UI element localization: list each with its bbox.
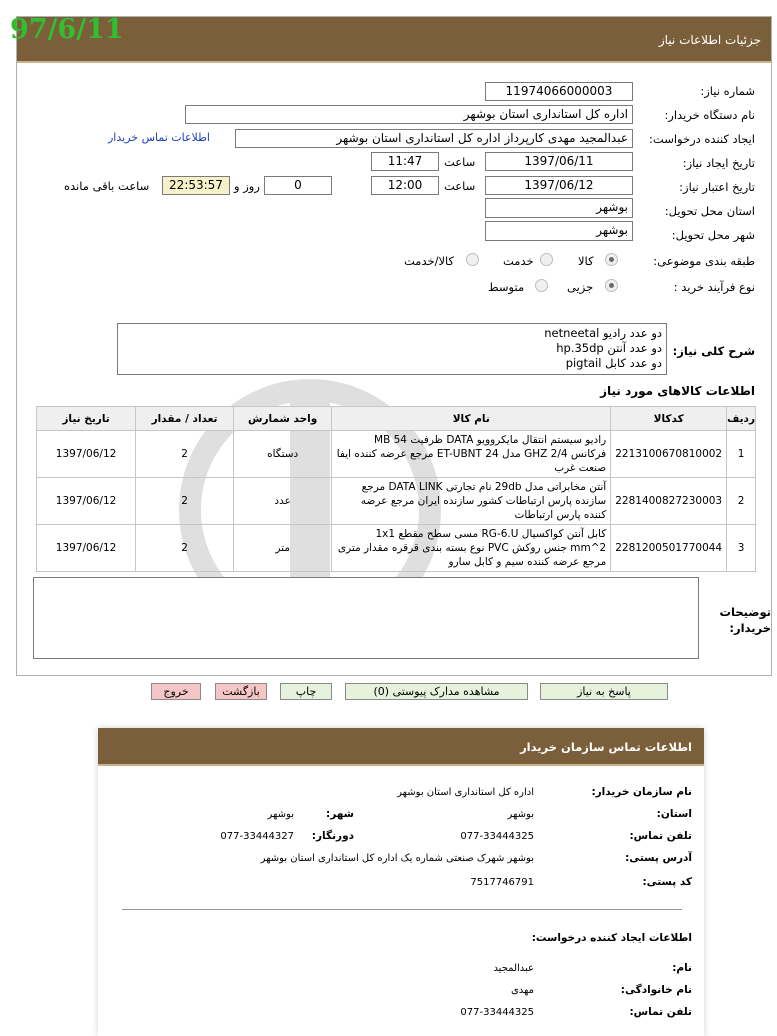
table-row	[37, 478, 756, 525]
buyer-notes-label: توضیحات خریدار:	[719, 605, 771, 635]
creator-name-label: نام:	[672, 962, 692, 974]
category-service-label: خدمت	[503, 254, 534, 268]
creator-section-title: اطلاعات ایجاد کننده درخواست:	[531, 932, 692, 944]
phone-label: تلفن تماس:	[629, 830, 692, 842]
process-medium-label: متوسط	[488, 280, 525, 294]
need-number-label: شماره نیاز:	[700, 84, 755, 98]
province-contact-label: استان:	[656, 808, 692, 820]
col-header: کدکالا	[611, 407, 727, 431]
valid-time-field[interactable]: 12:00	[371, 176, 439, 195]
org-label: نام سازمان خریدار:	[591, 786, 692, 798]
buyer-org-field[interactable]: اداره کل استانداری استان بوشهر	[185, 105, 633, 124]
contact-card-title: اطلاعات تماس سازمان خریدار	[98, 728, 704, 766]
remaining-time-field: 22:53:57	[162, 176, 230, 195]
print-button[interactable]: چاپ	[280, 683, 332, 700]
process-medium-radio[interactable]	[535, 279, 548, 292]
province-label: استان محل تحویل:	[664, 204, 755, 218]
item-qty: 2	[136, 431, 234, 478]
col-header: تاریخ نیاز	[37, 407, 136, 431]
valid-date-label: تاریخ اعتبار نیاز:	[679, 180, 755, 194]
exit-button[interactable]: خروج	[151, 683, 201, 700]
item-code: 2213100670810002	[611, 431, 727, 478]
city-field[interactable]: بوشهر	[485, 221, 633, 241]
table-row	[37, 525, 756, 572]
phone-value: 077-33444325	[460, 831, 534, 842]
row-number: 3	[727, 525, 756, 572]
created-time-field[interactable]: 11:47	[371, 152, 439, 171]
item-unit: متر	[234, 525, 332, 572]
col-header: ردیف	[727, 407, 756, 431]
valid-time-label: ساعت	[444, 179, 476, 193]
created-date-field[interactable]: 1397/06/11	[485, 152, 633, 171]
col-header: واحد شمارش	[234, 407, 332, 431]
category-goods-label: کالا	[578, 254, 594, 268]
category-both-radio[interactable]	[466, 253, 479, 266]
valid-date-field[interactable]: 1397/06/12	[485, 176, 633, 195]
table-row	[37, 431, 756, 478]
item-qty: 2	[136, 478, 234, 525]
creator-family-value: مهدی	[510, 985, 534, 996]
created-time-label: ساعت	[444, 155, 476, 169]
back-button[interactable]: بازگشت	[215, 683, 267, 700]
buyer-contact-link[interactable]: اطلاعات تماس خریدار	[108, 131, 210, 144]
creator-field[interactable]: عبدالمجید مهدی کارپرداز اداره کل استانداری استان بوشهر	[235, 129, 633, 148]
reply-button[interactable]: پاسخ به نیاز	[540, 683, 668, 700]
city-label: شهر محل تحویل:	[671, 228, 755, 242]
fax-label: دورنگار:	[311, 830, 354, 842]
creator-family-label: نام خانوادگی:	[620, 984, 692, 996]
item-name: کابل آنتن کواکسیال RG-6.U مسی سطح مقطع 1x1 mm^2 جنس روکش PVC نوع بسته بندی قرقره مقدار متری مرجع عرضه کننده سیم و کابل سارو	[332, 525, 611, 572]
need-number-field[interactable]: 11974066000003	[485, 82, 633, 101]
address-value: بوشهر شهرک صنعتی شماره یک اداره کل استانداری استان بوشهر	[260, 853, 534, 864]
goods-table	[36, 406, 756, 572]
days-and-label: روز و	[234, 179, 260, 193]
view-docs-button[interactable]: مشاهده مدارک پیوستی (0)	[345, 683, 528, 700]
row-number: 2	[727, 478, 756, 525]
creator-phone-label: تلفن تماس:	[629, 1006, 692, 1018]
item-unit: عدد	[234, 478, 332, 525]
col-header: نام کالا	[332, 407, 611, 431]
item-name: آنتن مخابراتی مدل 29db نام تجارتی DATA LINK مرجع سازنده پارس ارتباطات کشور سازنده ایران مرجع عرضه کننده پارس ارتباطات	[332, 478, 611, 525]
desc-line: دو عدد کابل pigtail	[565, 356, 662, 370]
item-date: 1397/06/12	[37, 431, 136, 478]
province-field[interactable]: بوشهر	[485, 198, 633, 218]
item-name: رادیو سیستم انتقال مایکروویو DATA ظرفیت MB 54 فرکانس GHZ 2/4 مدل ET-UBNT 24 مرجع عرضه کننده ایفا صنعت غرب	[332, 431, 611, 478]
item-date: 1397/06/12	[37, 525, 136, 572]
item-code: 2281400827230003	[611, 478, 727, 525]
org-value: اداره کل استانداری استان بوشهر	[397, 787, 534, 798]
city-contact-label: شهر:	[326, 808, 354, 820]
general-desc-label: شرح کلی نیاز:	[672, 344, 755, 358]
category-label: طبقه بندی موضوعی:	[653, 254, 755, 268]
address-label: آدرس پستی:	[625, 852, 692, 864]
category-both-label: کالا/خدمت	[404, 254, 455, 268]
desc-line: دو عدد آنتن hp.35dp	[556, 341, 662, 355]
col-header: تعداد / مقدار	[136, 407, 234, 431]
row-number: 1	[727, 431, 756, 478]
postal-value: 7517746791	[470, 877, 534, 888]
postal-label: کد پستی:	[642, 876, 692, 888]
province-contact-value: بوشهر	[507, 809, 534, 820]
creator-name-value: عبدالمجید	[493, 963, 534, 974]
card-divider	[122, 909, 682, 910]
panel-header: جزئیات اطلاعات نیاز	[17, 17, 771, 63]
item-qty: 2	[136, 525, 234, 572]
stamp-date: 97/6/11	[10, 14, 124, 45]
category-goods-radio[interactable]	[605, 253, 618, 266]
creator-label: ایجاد کننده درخواست:	[649, 132, 755, 146]
remaining-label: ساعت باقی مانده	[64, 179, 150, 193]
goods-info-title: اطلاعات کالاهای مورد نیاز	[600, 384, 755, 398]
buyer-contact-card	[98, 728, 704, 1036]
item-code: 2281200501770044	[611, 525, 727, 572]
general-desc-box[interactable]	[117, 323, 667, 375]
buyer-notes-box[interactable]	[33, 577, 699, 659]
created-date-label: تاریخ ایجاد نیاز:	[682, 156, 755, 170]
fax-value: 077-33444327	[220, 831, 294, 842]
days-field[interactable]: 0	[264, 176, 332, 195]
creator-phone-value: 077-33444325	[460, 1007, 534, 1018]
city-contact-value: بوشهر	[267, 809, 294, 820]
category-service-radio[interactable]	[540, 253, 553, 266]
buyer-org-label: نام دستگاه خریدار:	[664, 108, 755, 122]
process-label: نوع فرآیند خرید :	[673, 280, 755, 294]
item-unit: دستگاه	[234, 431, 332, 478]
desc-line: دو عدد رادیو netneetal	[544, 326, 662, 340]
process-minor-label: جزیی	[567, 280, 594, 294]
item-date: 1397/06/12	[37, 478, 136, 525]
process-minor-radio[interactable]	[605, 279, 618, 292]
